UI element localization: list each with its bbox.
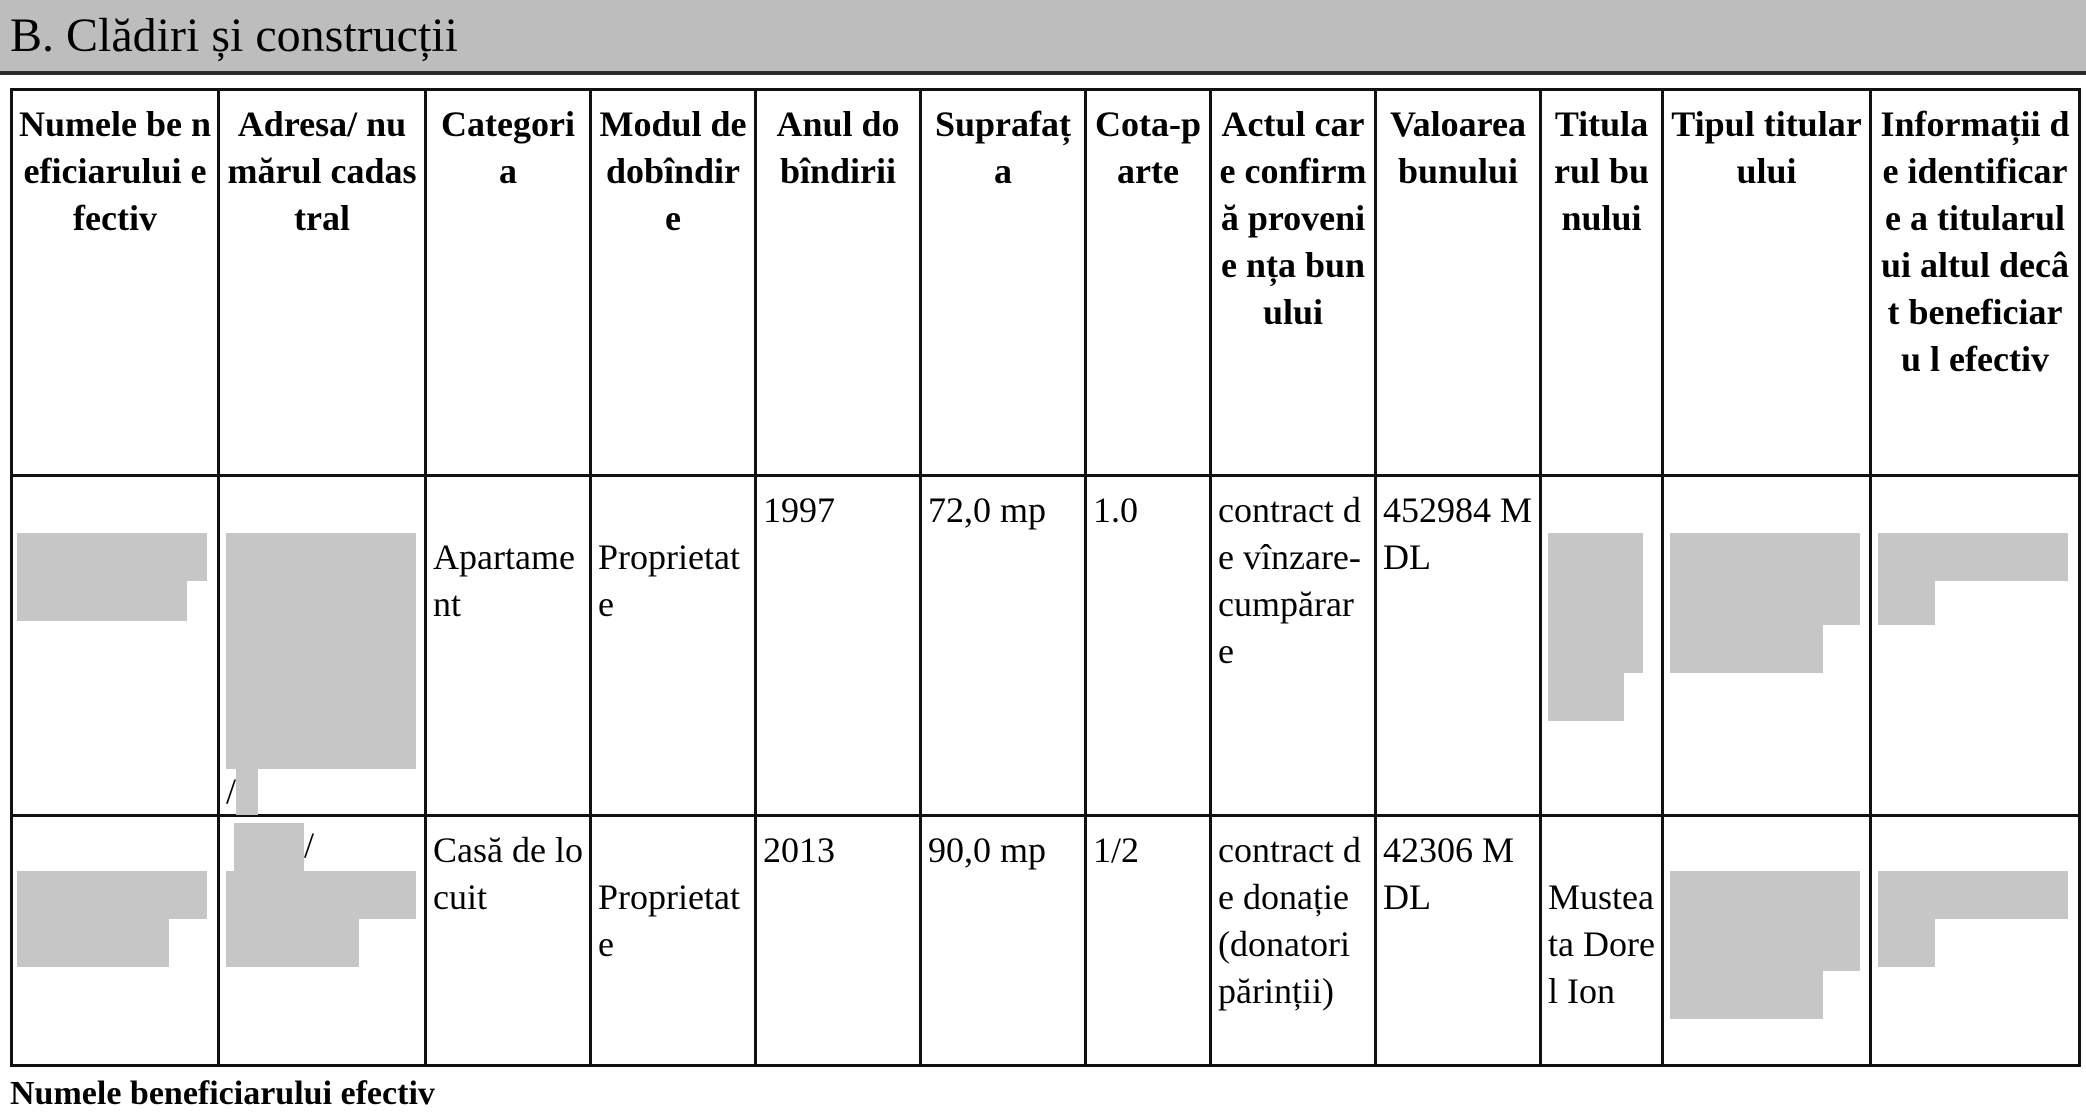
redaction-block xyxy=(17,581,187,621)
holder-type-cell xyxy=(1663,816,1871,1066)
header-holder-type: Tipul titularului xyxy=(1663,90,1871,476)
redaction-block xyxy=(1878,581,1935,625)
year-cell: 2013 xyxy=(756,816,921,1066)
holder-type-cell xyxy=(1663,476,1871,816)
value-cell: 42306 MDL xyxy=(1376,816,1541,1066)
acquisition-mode-cell: Proprietate xyxy=(591,816,756,1066)
area-cell: 90,0 mp xyxy=(921,816,1086,1066)
area-cell: 72,0 mp xyxy=(921,476,1086,816)
redaction-block xyxy=(234,823,304,871)
redaction-block xyxy=(236,767,258,815)
header-holder: Titula rul bu nului xyxy=(1541,90,1663,476)
header-address: Adresa/ numărul cadastral xyxy=(219,90,426,476)
table-row xyxy=(12,476,2080,816)
category-cell: Casă de locuit xyxy=(426,816,591,1066)
redaction-block xyxy=(1670,971,1823,1019)
holder-cell: Musteata Dorel Ion xyxy=(1541,816,1663,1066)
holder-info-cell xyxy=(1871,816,2080,1066)
redaction-block xyxy=(1878,533,2068,581)
redaction-block xyxy=(17,533,207,581)
value-cell: 452984 MDL xyxy=(1376,476,1541,816)
act-cell: contract de vînzare-cumpărare xyxy=(1211,476,1376,816)
header-share: Cota-parte xyxy=(1086,90,1211,476)
footnote xyxy=(10,1075,2070,1112)
category-cell: Apartament xyxy=(426,476,591,816)
redaction-block xyxy=(1670,625,1823,673)
table-row xyxy=(12,816,2080,1066)
header-row xyxy=(12,90,2080,476)
redaction-block xyxy=(1670,533,1860,625)
address-slash: / xyxy=(226,771,237,811)
header-beneficiary: Numele be neficiarului efectiv xyxy=(12,90,219,476)
redaction-block xyxy=(1548,533,1643,673)
address-cell xyxy=(219,816,426,1066)
share-cell: 1/2 xyxy=(1086,816,1211,1066)
header-category: Categori a xyxy=(426,90,591,476)
buildings-table xyxy=(10,88,2081,1067)
act-cell: contract de donație (donatori părinții) xyxy=(1211,816,1376,1066)
beneficiary-cell xyxy=(12,816,219,1066)
header-acquisition-mode: Modul de dobîndir e xyxy=(591,90,756,476)
redaction-block xyxy=(1670,871,1860,971)
holder-info-cell xyxy=(1871,476,2080,816)
redaction-block xyxy=(1878,919,1935,967)
header-holder-info: Informații de identificare a titularului altul decât beneficiaru l efectiv xyxy=(1871,90,2080,476)
address-cell xyxy=(219,476,426,816)
acquisition-mode-cell: Proprietate xyxy=(591,476,756,816)
share-cell: 1.0 xyxy=(1086,476,1211,816)
address-slash: / xyxy=(304,825,315,865)
header-act: Actul care confirmă provenie nța bunului xyxy=(1211,90,1376,476)
redaction-block xyxy=(17,919,169,967)
section-title: B. Clădiri și construcții xyxy=(10,9,458,62)
redaction-block xyxy=(17,871,207,919)
redaction-block xyxy=(226,871,416,919)
footnote-text: Numele beneficiarului efectiv xyxy=(10,1075,435,1112)
header-value: Valoarea bunului xyxy=(1376,90,1541,476)
redaction-block xyxy=(226,533,416,769)
header-year: Anul do bîndirii xyxy=(756,90,921,476)
year-cell: 1997 xyxy=(756,476,921,816)
section-header-bar xyxy=(0,0,2086,75)
redaction-block xyxy=(1548,673,1624,721)
holder-cell xyxy=(1541,476,1663,816)
beneficiary-cell xyxy=(12,476,219,816)
header-area: Suprafaț a xyxy=(921,90,1086,476)
redaction-block xyxy=(1878,871,2068,919)
redaction-block xyxy=(226,919,359,967)
